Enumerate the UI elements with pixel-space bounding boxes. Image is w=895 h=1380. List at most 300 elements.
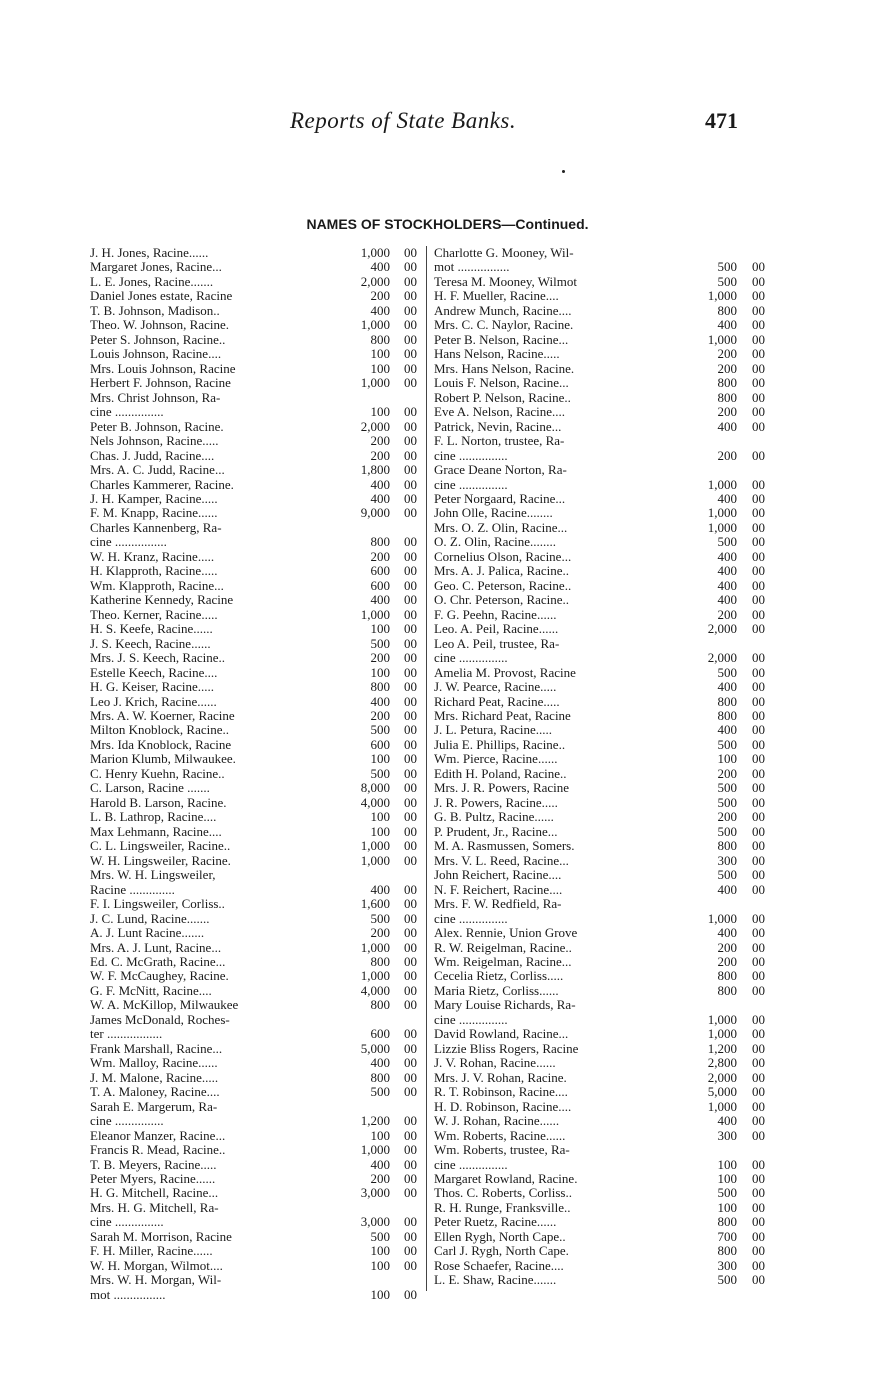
stockholder-name: W. F. McCaughey, Racine.: [90, 969, 229, 984]
share-amount: 1,000: [360, 375, 390, 391]
stockholder-row: [434, 839, 779, 853]
stockholder-row: [434, 478, 779, 492]
stockholder-row: [90, 347, 420, 361]
share-amount: 700: [717, 1228, 737, 1244]
stockholder-name: Wm. Roberts, trustee, Ra-: [434, 1143, 570, 1158]
stockholder-name: F. M. Knapp, Racine......: [90, 506, 218, 521]
stockholder-name: L. E. Shaw, Racine.......: [434, 1273, 557, 1288]
stockholder-name: Max Lehmann, Racine....: [90, 824, 222, 839]
share-amount: 200: [370, 708, 390, 723]
share-amount: 400: [370, 490, 390, 506]
stockholder-row: [434, 579, 779, 593]
stockholder-name: Mrs. W. H. Lingsweiler,: [90, 868, 216, 883]
stockholder-name: cine ...............: [434, 911, 508, 926]
stockholder-name: Nels Johnson, Racine.....: [90, 434, 219, 449]
share-cents: 00: [404, 375, 417, 391]
stockholder-row: [90, 637, 420, 651]
stockholder-row: [434, 535, 779, 549]
stockholder-row: [434, 969, 779, 983]
stockholder-name: Sarah M. Morrison, Racine: [90, 1229, 232, 1244]
share-cents: 00: [404, 621, 417, 637]
share-amount: 500: [717, 823, 737, 839]
stockholder-name: W. H. Kranz, Racine.....: [90, 549, 215, 564]
stockholder-name: R. H. Runge, Franksville..: [434, 1200, 571, 1215]
stockholder-row: [90, 810, 420, 824]
share-cents: 00: [404, 722, 417, 738]
share-cents: 00: [404, 577, 417, 593]
stockholder-row: [90, 405, 420, 419]
share-cents: 00: [752, 302, 765, 318]
share-cents: 00: [752, 505, 765, 521]
stockholder-row: [90, 941, 420, 955]
stockholder-row: [434, 564, 779, 578]
share-cents: 00: [404, 563, 417, 579]
stockholder-name: Wm. Pierce, Racine......: [434, 752, 558, 767]
stockholder-row: [434, 362, 779, 376]
stockholder-name: H. G. Keiser, Racine.....: [90, 680, 215, 695]
share-cents: 00: [404, 939, 417, 955]
stockholder-row: [90, 969, 420, 983]
share-amount: 100: [370, 346, 390, 362]
stockholder-row: [434, 941, 779, 955]
stockholder-row: [90, 463, 420, 477]
share-cents: 00: [404, 1127, 417, 1143]
stockholder-row: [90, 709, 420, 723]
share-cents: 00: [404, 751, 417, 767]
stockholder-row: [90, 998, 420, 1012]
share-amount: 1,800: [360, 462, 390, 478]
share-cents: 00: [752, 708, 765, 723]
share-amount: 400: [717, 722, 737, 738]
stockholder-row: [434, 1186, 779, 1200]
stockholder-name: Mrs. J. V. Rohan, Racine.: [434, 1070, 567, 1085]
share-cents: 00: [752, 968, 765, 984]
share-cents: 00: [752, 736, 765, 752]
share-cents: 00: [404, 462, 417, 478]
share-cents: 00: [752, 288, 765, 304]
share-cents: 00: [404, 273, 417, 289]
stockholder-name: G. F. McNitt, Racine....: [90, 983, 212, 998]
stockholder-name: Herbert F. Johnson, Racine: [90, 376, 231, 391]
stockholder-name: Charles Kannenberg, Ra-: [90, 520, 222, 535]
share-amount: 9,000: [360, 505, 390, 521]
share-amount: 1,000: [707, 1011, 737, 1027]
share-cents: 00: [404, 736, 417, 752]
share-cents: 00: [752, 1055, 765, 1071]
share-cents: 00: [752, 548, 765, 564]
share-cents: 00: [752, 910, 765, 926]
share-amount: 500: [370, 1228, 390, 1244]
stockholder-row: [434, 1071, 779, 1085]
stockholder-name: J. C. Lund, Racine.......: [90, 911, 210, 926]
share-amount: 2,000: [707, 621, 737, 637]
stockholder-row: [90, 1042, 420, 1056]
stockholder-row: [434, 550, 779, 564]
share-amount: 400: [370, 1055, 390, 1071]
stockholder-name: John Reichert, Racine....: [434, 868, 562, 883]
share-cents: 00: [404, 968, 417, 984]
stockholder-row: [434, 752, 779, 766]
share-cents: 00: [404, 1214, 417, 1230]
stockholder-name: Mrs. Ida Knoblock, Racine: [90, 737, 232, 752]
stockholder-name: Mrs. W. H. Morgan, Wil-: [90, 1273, 222, 1288]
share-cents: 00: [404, 780, 417, 796]
share-amount: 800: [717, 982, 737, 998]
share-cents: 00: [752, 693, 765, 709]
share-amount: 200: [717, 404, 737, 420]
share-cents: 00: [404, 650, 417, 666]
share-cents: 00: [404, 606, 417, 622]
share-cents: 00: [404, 1156, 417, 1172]
share-amount: 600: [370, 736, 390, 752]
share-cents: 00: [752, 519, 765, 535]
share-amount: 3,000: [360, 1214, 390, 1230]
share-cents: 00: [404, 809, 417, 825]
share-cents: 00: [404, 302, 417, 318]
stockholder-row: [90, 723, 420, 737]
stockholder-row: [434, 984, 779, 998]
share-cents: 00: [752, 1127, 765, 1143]
share-amount: 400: [717, 418, 737, 434]
stockholder-row: [90, 260, 420, 274]
stockholder-row: [434, 1114, 779, 1128]
share-cents: 00: [752, 867, 765, 883]
share-amount: 100: [370, 360, 390, 376]
stockholder-name: Grace Deane Norton, Ra-: [434, 463, 567, 478]
stockholder-name: Leo J. Krich, Racine......: [90, 694, 217, 709]
stockholder-row: [90, 738, 420, 752]
stockholder-name: cine ...............: [90, 1215, 164, 1230]
stockholder-name: W. H. Lingsweiler, Racine.: [90, 853, 231, 868]
stockholder-row: [434, 1056, 779, 1070]
share-cents: 00: [752, 259, 765, 275]
share-cents: 00: [752, 679, 765, 695]
stockholder-row: [90, 1071, 420, 1085]
stockholder-name: Mary Louise Richards, Ra-: [434, 998, 576, 1013]
stockholder-name: Daniel Jones estate, Racine: [90, 289, 233, 304]
share-amount: 500: [717, 534, 737, 550]
stockholder-name: F. L. Norton, trustee, Ra-: [434, 434, 565, 449]
stockholder-name: Mrs. J. R. Powers, Racine: [434, 781, 570, 796]
share-cents: 00: [752, 1199, 765, 1215]
share-amount: 300: [717, 1257, 737, 1273]
stockholder-row: [434, 420, 779, 434]
stockholder-row: [90, 1215, 420, 1229]
share-cents: 00: [752, 621, 765, 637]
share-cents: 00: [752, 1040, 765, 1056]
share-amount: 500: [717, 273, 737, 289]
stockholder-row: [434, 1259, 779, 1273]
stockholder-name: H. S. Keefe, Racine......: [90, 622, 213, 637]
share-cents: 00: [752, 534, 765, 550]
stockholder-name: W. J. Rohan, Racine......: [434, 1114, 560, 1129]
stockholder-name: A. J. Lunt Racine.......: [90, 926, 205, 941]
stockholder-name: cine ...............: [434, 1012, 508, 1027]
stockholder-name: T. A. Maloney, Racine....: [90, 1085, 220, 1100]
stockholder-name: C. L. Lingsweiler, Racine..: [90, 839, 231, 854]
stockholder-row: [90, 781, 420, 795]
share-cents: 00: [404, 852, 417, 868]
stockholder-row: [90, 680, 420, 694]
stockholder-row: [90, 1172, 420, 1186]
share-cents: 00: [404, 1243, 417, 1259]
stockholder-row: [434, 1230, 779, 1244]
stockholder-row: [434, 347, 779, 361]
stockholder-row: [434, 463, 779, 477]
stockholder-row: [90, 492, 420, 506]
share-amount: 2,000: [707, 1069, 737, 1085]
share-amount: 400: [370, 1156, 390, 1172]
stockholder-row: [90, 825, 420, 839]
stockholder-name: Robert P. Nelson, Racine..: [434, 390, 571, 405]
share-cents: 00: [752, 1228, 765, 1244]
stockholder-name: Mrs. Hans Nelson, Racine.: [434, 361, 575, 376]
stockholder-name: Thos. C. Roberts, Corliss..: [434, 1186, 572, 1201]
stockholder-name: O. Z. Olin, Racine........: [434, 535, 557, 550]
share-amount: 2,000: [707, 650, 737, 666]
share-cents: 00: [752, 1113, 765, 1129]
stockholder-row: [434, 781, 779, 795]
share-amount: 1,000: [707, 1026, 737, 1042]
stockholder-row: [90, 868, 420, 882]
stockholder-name: H. G. Mitchell, Racine...: [90, 1186, 219, 1201]
stockholder-row: [90, 897, 420, 911]
stockholder-row: [434, 1085, 779, 1099]
stockholder-row: [90, 506, 420, 520]
share-cents: 00: [752, 1011, 765, 1027]
share-cents: 00: [752, 939, 765, 955]
share-cents: 00: [752, 1156, 765, 1172]
stockholder-row: [434, 637, 779, 651]
stockholder-name: Louis F. Nelson, Racine...: [434, 376, 569, 391]
share-cents: 00: [404, 953, 417, 969]
share-cents: 00: [404, 896, 417, 912]
stockholder-row: [90, 651, 420, 665]
stockholder-name: mot ................: [90, 1287, 166, 1302]
share-cents: 00: [752, 1026, 765, 1042]
share-cents: 00: [404, 1069, 417, 1085]
share-amount: 3,000: [360, 1185, 390, 1201]
share-amount: 100: [370, 404, 390, 420]
stockholder-row: [90, 246, 420, 260]
share-cents: 00: [404, 794, 417, 810]
stockholder-name: James McDonald, Roches-: [90, 1012, 230, 1027]
stockholder-name: Teresa M. Mooney, Wilmot: [434, 274, 577, 289]
share-cents: 00: [404, 693, 417, 709]
page-number: 471: [705, 108, 738, 133]
stockholder-row: [434, 767, 779, 781]
share-amount: 400: [717, 563, 737, 579]
stockholder-row: [434, 1172, 779, 1186]
stockholder-name: C. Larson, Racine .......: [90, 781, 210, 796]
stockholder-name: Wm. Klapproth, Racine...: [90, 578, 224, 593]
stockholder-row: [434, 897, 779, 911]
share-amount: 4,000: [360, 794, 390, 810]
stockholder-row: [90, 289, 420, 303]
stockholder-row: [90, 550, 420, 564]
stockholder-name: Ed. C. McGrath, Racine...: [90, 954, 226, 969]
stockholder-row: [434, 1027, 779, 1041]
share-amount: 100: [717, 1156, 737, 1172]
share-amount: 400: [717, 317, 737, 333]
share-cents: 00: [752, 360, 765, 376]
stockholder-name: Wm. Malloy, Racine......: [90, 1056, 218, 1071]
share-cents: 00: [752, 331, 765, 347]
stockholder-row: [90, 767, 420, 781]
stockholder-row: [90, 1201, 420, 1215]
share-cents: 00: [752, 563, 765, 579]
share-amount: 500: [370, 635, 390, 651]
share-amount: 1,000: [707, 1098, 737, 1114]
share-cents: 00: [404, 765, 417, 781]
stockholder-name: cine ...............: [90, 1114, 164, 1129]
share-amount: 200: [717, 939, 737, 955]
stockholder-row: [434, 593, 779, 607]
share-cents: 00: [752, 389, 765, 405]
share-cents: 00: [752, 1069, 765, 1085]
share-amount: 300: [717, 1127, 737, 1143]
share-amount: 500: [370, 765, 390, 781]
stockholder-row: [90, 478, 420, 492]
stockholder-row: [434, 680, 779, 694]
share-amount: 200: [370, 288, 390, 304]
stockholder-row: [434, 810, 779, 824]
stockholder-row: [90, 1027, 420, 1041]
share-amount: 200: [717, 809, 737, 825]
stockholder-row: [90, 434, 420, 448]
share-cents: 00: [752, 447, 765, 463]
stockholder-name: Estelle Keech, Racine....: [90, 665, 218, 680]
share-cents: 00: [752, 722, 765, 738]
stockholder-name: H. D. Robinson, Racine....: [434, 1099, 572, 1114]
stockholder-name: Leo. A. Peil, Racine......: [434, 622, 559, 637]
stockholder-name: Andrew Munch, Racine....: [434, 303, 572, 318]
stockholder-name: Mrs. A. C. Judd, Racine...: [90, 463, 225, 478]
section-title: NAMES OF STOCKHOLDERS—Continued.: [306, 216, 589, 232]
share-amount: 800: [370, 331, 390, 347]
share-amount: 1,000: [360, 939, 390, 955]
ink-dot: [562, 170, 565, 173]
stockholder-name: Peter Norgaard, Racine...: [434, 491, 566, 506]
stockholder-row: [90, 391, 420, 405]
share-cents: 00: [404, 1040, 417, 1056]
stockholder-row: [90, 420, 420, 434]
stockholder-row: [434, 333, 779, 347]
share-amount: 500: [717, 794, 737, 810]
stockholder-name: Racine ..............: [90, 882, 175, 897]
stockholder-row: [434, 275, 779, 289]
share-cents: 00: [404, 982, 417, 998]
share-amount: 800: [370, 534, 390, 550]
share-amount: 100: [370, 621, 390, 637]
share-amount: 1,600: [360, 896, 390, 912]
stockholder-row: [434, 1143, 779, 1157]
share-cents: 00: [752, 751, 765, 767]
stockholder-name: mot ................: [434, 260, 510, 275]
stockholder-row: [434, 666, 779, 680]
stockholder-row: [434, 738, 779, 752]
share-cents: 00: [752, 780, 765, 796]
share-amount: 800: [370, 679, 390, 695]
stockholder-name: Milton Knoblock, Racine..: [90, 723, 230, 738]
stockholder-row: [90, 1143, 420, 1157]
share-cents: 00: [404, 1142, 417, 1158]
share-cents: 00: [404, 505, 417, 521]
share-amount: 400: [370, 592, 390, 608]
share-amount: 600: [370, 1026, 390, 1042]
share-amount: 200: [717, 606, 737, 622]
share-amount: 800: [717, 1214, 737, 1230]
share-cents: 00: [404, 288, 417, 304]
stockholder-name: Leo A. Peil, trustee, Ra-: [434, 636, 560, 651]
stockholder-row: [434, 246, 779, 260]
stockholder-row: [434, 825, 779, 839]
stockholder-name: Peter B. Johnson, Racine.: [90, 419, 224, 434]
stockholder-name: Peter Ruetz, Racine......: [434, 1215, 557, 1230]
stockholder-name: Louis Johnson, Racine....: [90, 347, 222, 362]
share-cents: 00: [752, 1243, 765, 1259]
stockholder-row: [434, 723, 779, 737]
stockholder-row: [90, 1230, 420, 1244]
stockholder-name: H. Klapproth, Racine.....: [90, 564, 218, 579]
stockholder-row: [434, 434, 779, 448]
stockholder-row: [434, 376, 779, 390]
share-cents: 00: [752, 418, 765, 434]
share-cents: 00: [404, 1171, 417, 1186]
stockholder-row: [434, 1129, 779, 1143]
stockholder-row: [434, 651, 779, 665]
stockholder-row: [434, 695, 779, 709]
stockholder-name: Mrs. A. J. Palica, Racine..: [434, 564, 570, 579]
share-cents: 00: [752, 1257, 765, 1273]
share-amount: 1,000: [360, 838, 390, 854]
share-cents: 00: [752, 375, 765, 391]
stockholder-name: J. H. Jones, Racine......: [90, 246, 209, 260]
share-amount: 1,200: [360, 1113, 390, 1129]
share-cents: 00: [404, 331, 417, 347]
stockholder-row: [90, 449, 420, 463]
stockholder-row: [90, 275, 420, 289]
stockholder-name: cine ...............: [434, 448, 508, 463]
stockholder-name: J. M. Malone, Racine.....: [90, 1070, 219, 1085]
share-amount: 400: [370, 881, 390, 897]
share-cents: 00: [752, 852, 765, 868]
stockholder-row: [90, 376, 420, 390]
stockholder-name: J. L. Petura, Racine.....: [434, 723, 553, 738]
share-cents: 00: [404, 346, 417, 362]
share-cents: 00: [752, 925, 765, 941]
share-cents: 00: [404, 910, 417, 926]
stockholder-name: O. Chr. Peterson, Racine..: [434, 593, 570, 608]
share-cents: 00: [404, 433, 417, 449]
stockholder-name: Mrs. H. G. Mitchell, Ra-: [90, 1200, 219, 1215]
share-amount: 200: [717, 346, 737, 362]
share-cents: 00: [404, 245, 417, 260]
share-cents: 00: [404, 708, 417, 723]
stockholder-name: L. B. Lathrop, Racine....: [90, 810, 217, 825]
share-amount: 1,000: [360, 606, 390, 622]
stockholder-name: Sarah E. Margerum, Ra-: [90, 1099, 218, 1114]
stockholder-name: Theo. Kerner, Racine.....: [90, 607, 218, 622]
stockholder-name: Mrs. O. Z. Olin, Racine...: [434, 520, 568, 535]
share-cents: 00: [404, 1228, 417, 1244]
share-amount: 500: [717, 780, 737, 796]
stockholder-row: [90, 1114, 420, 1128]
share-cents: 00: [404, 447, 417, 463]
share-amount: 500: [717, 867, 737, 883]
share-amount: 500: [370, 722, 390, 738]
stockholder-row: [434, 1215, 779, 1229]
